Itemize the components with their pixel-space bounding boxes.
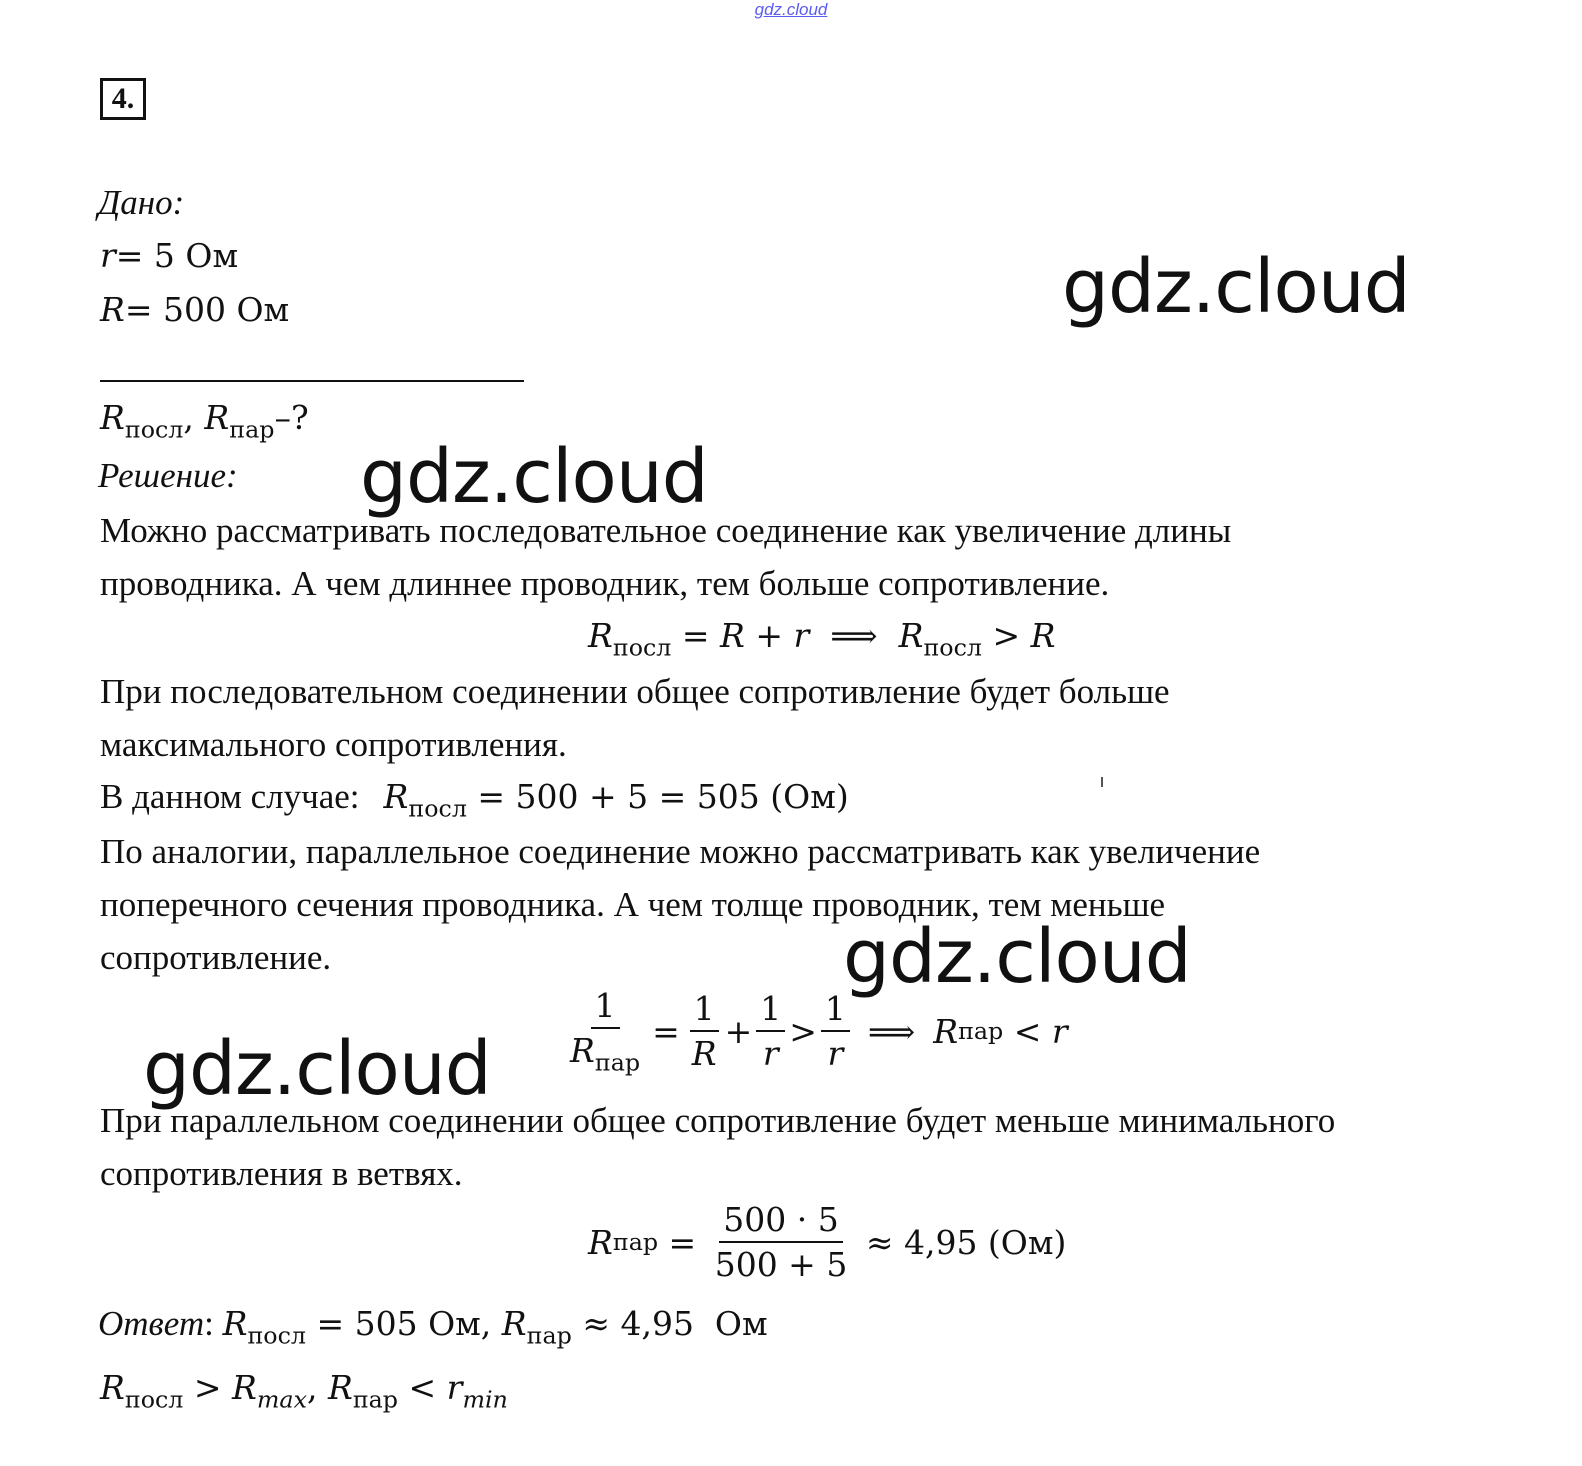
fp-eq: = (652, 1011, 680, 1051)
fc-num: 500 · 5 (719, 1200, 842, 1243)
fp-frac2-num: 1 (690, 989, 719, 1032)
fs-sub: посл (612, 633, 672, 662)
cl-sub1: посл (124, 1385, 184, 1414)
given-r-value: = 5 Ом (115, 236, 239, 275)
fc-result: ≈ 4,95 (Ом) (855, 1222, 1067, 1262)
para4-line2: сопротивления в ветвях. (100, 1154, 463, 1193)
formula-series (588, 616, 1055, 661)
sc-R: R (383, 777, 409, 816)
given-divider (100, 380, 524, 382)
cl-gt: > (183, 1368, 233, 1407)
sc-sub: посл (408, 794, 467, 823)
given-r (100, 236, 238, 275)
para4-line1: При параллельном соединении общее сопротивление будет меньше минимального (100, 1101, 1336, 1140)
fp-plus: + (724, 1011, 753, 1051)
watermark-3: gdz.cloud (843, 914, 1191, 1000)
fp-frac3-num: 1 (756, 989, 785, 1032)
watermark-1: gdz.cloud (1062, 244, 1410, 330)
var-R: R (100, 290, 125, 329)
fs-sub2: посл (923, 633, 982, 662)
para3-line3: сопротивление. (100, 938, 332, 977)
fc-den: 500 + 5 (714, 1245, 848, 1284)
para3-line1: По аналогии, параллельное соединение можно рассматривать как увеличение (100, 832, 1261, 871)
answer-label: Ответ (98, 1304, 205, 1343)
sc-value: = 500 + 5 = 505 (Ом) (466, 777, 849, 816)
find-line (100, 398, 309, 443)
para2-line2: максимального сопротивления. (100, 725, 567, 764)
fs-plus: + (744, 616, 794, 655)
fs-rhs-R: R (720, 616, 745, 655)
cl-comma: , (306, 1368, 328, 1407)
ans-val2: ≈ 4,95 Ом (571, 1304, 768, 1343)
formula-calc (588, 1200, 1066, 1284)
fs-eq: = (671, 616, 721, 655)
fp-gt: > (789, 1011, 817, 1051)
fp-frac3 (756, 989, 785, 1073)
solution-label: Решение: (98, 456, 238, 495)
fp-R2: R (933, 1011, 959, 1051)
fp-frac1-den-sub: пар (594, 1048, 641, 1077)
fp-arrow: ⟹ (867, 1011, 916, 1051)
ans-sub2: пар (526, 1321, 572, 1350)
fp-frac4-num: 1 (821, 989, 850, 1032)
fp-frac1-num: 1 (591, 986, 620, 1029)
cl-sub3: пар (352, 1385, 399, 1414)
fc-frac (711, 1200, 852, 1284)
fp-lt: < (1003, 1011, 1052, 1051)
para3-line2: поперечного сечения проводника. А чем толще проводник, тем меньше (100, 885, 1166, 924)
cl-sub4: min (462, 1385, 508, 1414)
task-number: 4. (100, 78, 146, 120)
watermark-4: gdz.cloud (143, 1026, 491, 1112)
fp-frac2 (688, 989, 721, 1073)
given-R (100, 290, 289, 329)
fp-r: r (1051, 1011, 1068, 1051)
fs-gt: > (981, 616, 1031, 655)
cl-R2: R (232, 1368, 257, 1407)
ans-val1: = 505 Ом, (305, 1304, 502, 1343)
find-sub2: пар (229, 415, 275, 444)
cl-lt: < (398, 1368, 447, 1407)
fp-frac3-den: r (762, 1034, 779, 1074)
ans-R1: R (222, 1304, 248, 1343)
fp-frac4-den: r (827, 1034, 844, 1074)
find-var2: R (204, 398, 230, 437)
fc-R: R (588, 1222, 613, 1262)
fs-R2: R (898, 616, 924, 655)
ans-R2: R (501, 1304, 527, 1343)
cl-R3: R (327, 1368, 353, 1407)
fs-R: R (588, 616, 613, 655)
conclusion-line (100, 1368, 508, 1413)
find-var: R (100, 398, 125, 437)
para2-line1: При последовательном соединении общее сопротивление будет больше (100, 672, 1170, 711)
fp-frac1 (566, 986, 644, 1076)
fs-arrow: ⟹ (809, 616, 899, 655)
fp-frac1-den-R: R (570, 1031, 595, 1070)
given-label: Дано: (98, 183, 185, 222)
stray-mark (1098, 775, 1104, 789)
fc-eq: = (658, 1222, 707, 1262)
fs-R3: R (1030, 616, 1056, 655)
answer-line (98, 1304, 768, 1349)
find-question: –? (274, 398, 309, 437)
para1-line1: Можно рассматривать последовательное соединение как увеличение длины (100, 511, 1232, 550)
watermark-2: gdz.cloud (360, 434, 708, 520)
series-case-text: В данном случае: (100, 777, 360, 816)
cl-r: r (446, 1368, 463, 1407)
fs-rhs-r: r (793, 616, 810, 655)
formula-parallel (562, 986, 1068, 1076)
answer-colon: : (204, 1304, 223, 1343)
fp-sub2: пар (958, 1017, 1004, 1046)
para1-line2: проводника. А чем длиннее проводник, тем больше сопротивление. (100, 564, 1110, 603)
find-sep: , (183, 398, 205, 437)
site-link[interactable]: gdz.cloud (754, 0, 828, 19)
cl-R1: R (100, 1368, 125, 1407)
given-R-value: = 500 Ом (124, 290, 290, 329)
ans-sub1: посл (247, 1321, 306, 1350)
cl-sub2: max (256, 1385, 307, 1414)
var-r: r (100, 236, 116, 275)
fp-frac2-den: R (691, 1034, 717, 1074)
fp-frac4 (821, 989, 850, 1073)
fc-sub: пар (612, 1228, 659, 1256)
series-case (100, 777, 849, 822)
find-sub: посл (124, 415, 184, 444)
